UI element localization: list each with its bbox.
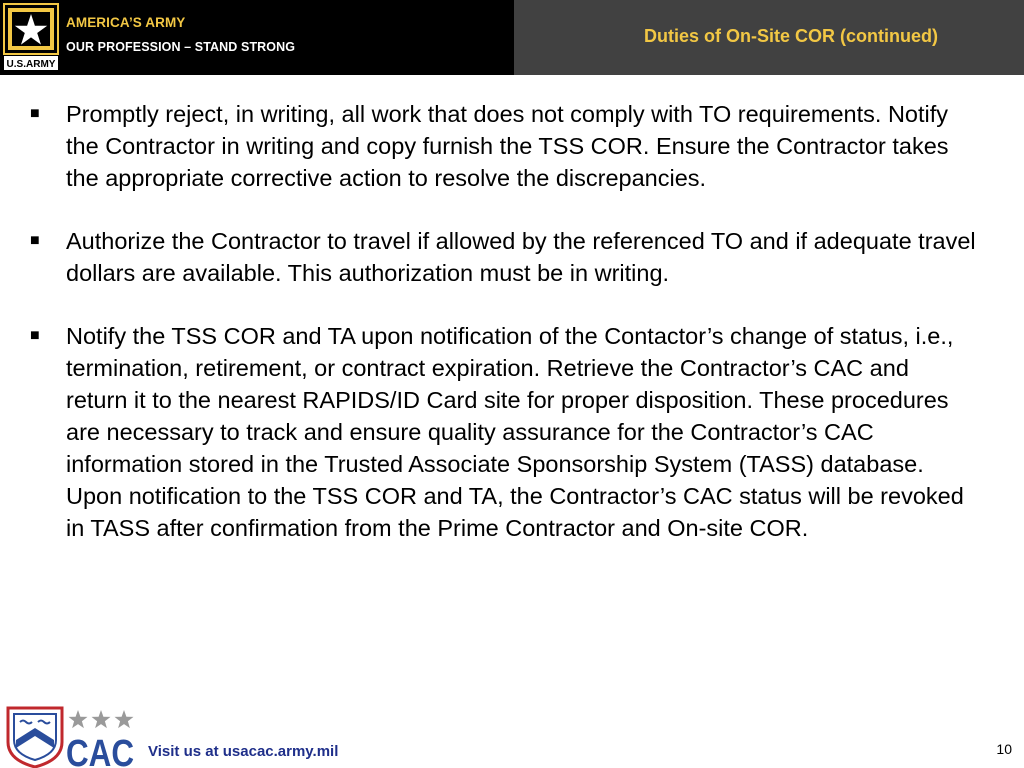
- slide-header: [0, 0, 1024, 75]
- army-logo-text: U.S.ARMY: [6, 59, 56, 70]
- page-number: 10: [996, 741, 1012, 757]
- bullet-item: [30, 225, 976, 289]
- bullet-text: Promptly reject, in writing, all work that does not comply with TO requirements. Notify the Contractor in writing and copy furnish the TSS COR. Ensure the Contractor takes the appropriate corrective action to resolve the discrepancies.: [66, 101, 949, 191]
- bullet-item: [30, 98, 976, 194]
- footer-website-link[interactable]: Visit us at usacac.army.mil: [148, 743, 339, 760]
- slide-title: Duties of On-Site COR (continued): [644, 26, 938, 46]
- bullet-item: [30, 320, 976, 544]
- cac-logo-text: CAC: [66, 733, 134, 768]
- square-bullet-icon: ■: [30, 232, 40, 249]
- us-army-star-logo-icon: [3, 3, 59, 71]
- bullet-list: [0, 98, 1024, 544]
- bullet-text: Notify the TSS COR and TA upon notification of the Contactor’s change of status, i.e., termination, retirement, or contract expiration. Retrieve the Contractor’s CAC and return it to the nearest RAPIDS/ID Card site for proper disposition. These procedures are necessary to track and ensure quality assurance for the Contractor’s CAC information stored in the Trusted Associate Sponsorship System (TASS) database. Upon notification to the TSS COR and TA, the Contractor’s CAC status will be revoked in TASS after confirmation from the Prime Contractor and On-site COR.: [66, 323, 964, 541]
- square-bullet-icon: ■: [30, 327, 40, 344]
- cac-logo-icon: [6, 704, 136, 768]
- bullet-text: Authorize the Contractor to travel if allowed by the referenced TO and if adequate travel dollars are available. This authorization must be in writing.: [66, 228, 976, 286]
- square-bullet-icon: ■: [30, 105, 40, 122]
- brand-line-1: AMERICA’S ARMY: [66, 15, 186, 30]
- brand-line-2: OUR PROFESSION – STAND STRONG: [66, 40, 296, 54]
